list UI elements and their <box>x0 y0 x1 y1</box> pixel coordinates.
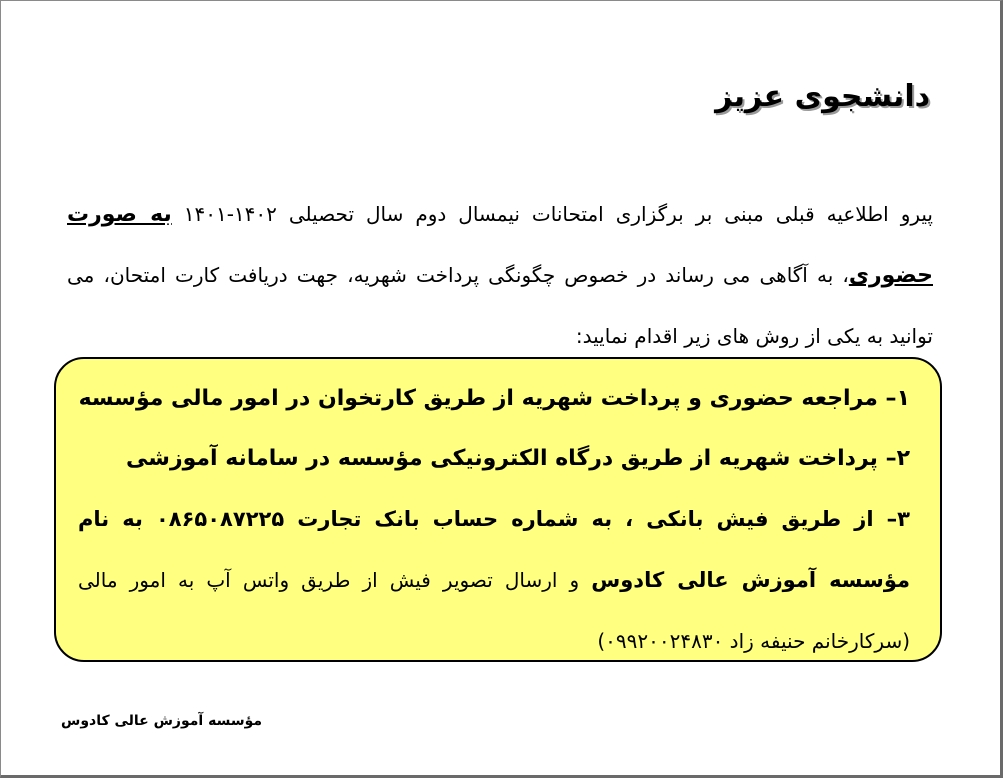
intro-paragraph <box>67 184 933 366</box>
intro-text-part1: پیرو اطلاعیه قبلی مبنی بر برگزاری امتحانات نیمسال دوم سال تحصیلی ۱۴۰۲-۱۴۰۱ <box>171 202 934 226</box>
intro-emphasis: به صورت حضوری <box>67 202 933 288</box>
method-item-3-regular: و ارسال تصویر فیش از طریق واتس آپ به امور مالی (سرکارخانم حنیفه زاد ۰۹۹۲۰۰۲۴۸۳۰) <box>78 568 910 653</box>
intro-text-part2: ، به آگاهی می رساند در خصوص چگونگی پرداخت شهریه، جهت دریافت کارت امتحان، می توانید به یکی از روش های زیر اقدام نمایید: <box>67 263 933 348</box>
method-item-3 <box>78 489 910 672</box>
method-item-3-bold: ۳– از طریق فیش بانکی ، به شماره حساب بانک تجارت ۰۸۶۵۰۸۷۲۲۵ به نام مؤسسه آموزش عالی کادوس <box>78 507 910 592</box>
method-item-1: ۱– مراجعه حضوری و پرداخت شهریه از طریق کارتخوان در امور مالی مؤسسه <box>78 386 910 411</box>
page-title: دانشجوی عزیز <box>715 79 930 114</box>
payment-methods-box <box>54 357 942 662</box>
method-item-2: ۲– پرداخت شهریه از طریق درگاه الکترونیکی مؤسسه در سامانه آموزشی <box>126 446 910 471</box>
footer-institution-name: مؤسسه آموزش عالی کادوس <box>61 713 263 729</box>
